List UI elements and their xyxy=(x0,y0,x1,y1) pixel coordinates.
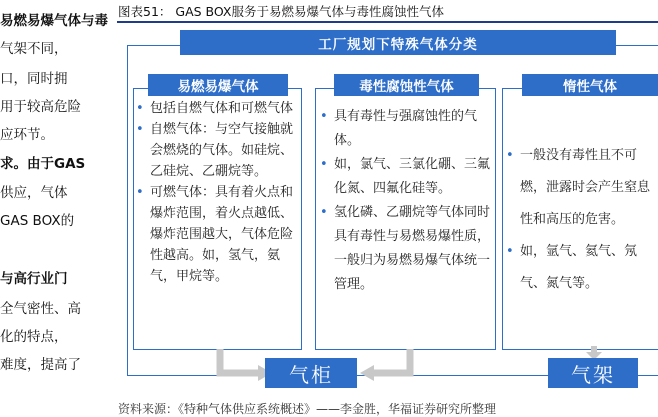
list-item: • 一般没有毒性且不可燃，泄露时会产生窒息性和高压的危害。 xyxy=(504,140,658,236)
left-text-line: 与高行业门 xyxy=(0,271,68,287)
gas-rack-box: 气架 xyxy=(548,358,638,388)
list-item: • 自燃气体：与空气接触就会燃烧的气体。如硅烷、乙硅烷、乙硼烷等。 xyxy=(134,119,298,182)
gas-cabinet-box: 气柜 xyxy=(265,358,357,388)
diagram-banner: 工厂规划下特殊气体分类 xyxy=(180,30,616,55)
list-item: • 包括自燃气体和可燃气体 xyxy=(134,98,298,119)
column-header-flammable: 易燃易爆气体 xyxy=(148,74,288,96)
left-text-line: 化的特点， xyxy=(0,329,68,345)
list-item: • 如，氩气、氦气、氖气、氮气等。 xyxy=(504,236,658,300)
left-text-line: 应环节。 xyxy=(0,127,54,143)
list-item: • 可燃气体：具有着火点和爆炸范围，着火点越低、爆炸范围越大，气体危险性越高。如，氢气，氨气，甲烷等。 xyxy=(134,182,298,287)
left-text-line: GAS BOX的 xyxy=(0,213,75,229)
list-item: • 如，氯气、三氯化硼、三氟化氮、四氟化硅等。 xyxy=(318,153,493,201)
figure-title: 图表51： GAS BOX服务于易燃易爆气体与毒性腐蚀性气体 xyxy=(118,4,444,19)
left-text-line: 易燃易爆气体与毒 xyxy=(0,13,108,29)
list-item: • 具有毒性与强腐蚀性的气体。 xyxy=(318,105,493,153)
left-text-line: 难度，提高了 xyxy=(0,357,81,373)
left-text-line: 求。由于GAS xyxy=(0,156,86,172)
title-divider xyxy=(117,21,658,23)
column-header-toxic: 毒性腐蚀性气体 xyxy=(334,74,479,96)
list-item: • 氢化磷、乙硼烷等气体同时具有毒性与易燃易爆性质，一般归为易燃易爆气体统一管理。 xyxy=(318,201,493,297)
column-header-inert: 惰性气体 xyxy=(522,74,658,96)
column-flammable-bullets xyxy=(134,98,298,287)
column-inert-bullets xyxy=(504,140,658,300)
left-text-line: 全气密性、高 xyxy=(0,301,81,317)
left-text-line: 供应，气体 xyxy=(0,185,68,201)
left-text-line: 用于较高危险 xyxy=(0,99,81,115)
left-text-line: 气架不同， xyxy=(0,41,68,57)
figure-source: 资料来源：《特种气体供应系统概述》——李金胜，华福证券研究所整理 xyxy=(118,402,497,416)
column-toxic-bullets xyxy=(318,105,493,297)
left-text-line: 口，同时拥 xyxy=(0,71,68,87)
